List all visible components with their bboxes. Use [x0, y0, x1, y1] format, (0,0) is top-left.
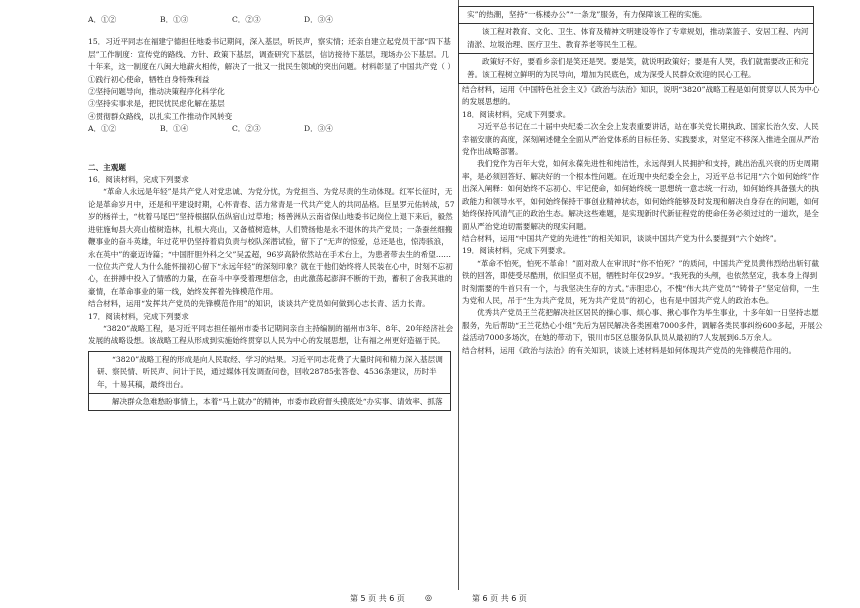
q19-question: 结合材料，运用《政治与法治》的有关知识，谈谈上述材料是如何体现共产党员的先锋模范作用的。	[462, 345, 797, 355]
q17-table-continued	[458, 6, 814, 84]
q15-item-1: ①践行初心使命，牺牲自身特殊利益	[88, 74, 210, 84]
q19-paragraph-2: 优秀共产党员王兰花把解决社区居民的操心事、烦心事、揪心事作为毕生事业，十多年如一日坚持志愿服务，先后帮助“王兰花热心小组”先后为居民解决各类困难7000多件，调解各类民事纠纷600多起，开展公益活动7000多场次，在她的带动下，银川市5区总服务队队员从最初的7人发展到6.5万余人。	[462, 308, 823, 343]
table-cell: 该工程对教育、文化、卫生、体育及精神文明建设等作了专章规划，推动菜篮子、安居工程、内河清淤、垃圾治理、医疗卫生、教育养老等民生工程。	[467, 27, 809, 49]
option-a: A．①②	[88, 15, 117, 24]
table-row	[89, 352, 450, 394]
option-a: A．①②	[88, 124, 117, 134]
q16-material: “革命人永远是年轻”是共产党人对党忠诚、为党分忧，为党担当、为党尽责的生动体现。红军长征时，无论是革命岁月中，还是和平建设时期，心怀青春、活力常青是一代共产党人的共同品格。巨星罗元佑转战，57岁的杨祥士，“枕着马尾巴”坚持根据队伍纵宿山过草地；杨善洲从云南省保山地委书记岗位上退下来后，毅然进驻施甸县大亮山植树造林，扎根大亮山，又备植树造林，人们赞扬他是永不退休的共产党员；一条蚕丝细搬鞭事业的奋斗英雄，年过花甲仍坚持着肩负责与校队深潜试验，留下了“无声的惊爱，总还是也，惊涛骇浪，永在英中”的豪迈诗篇；“中国肝胆外科之父”吴孟超，96岁高龄依然站在手术台上，为患者带去生的希望……一位位共产党人为什么能怀揣初心留下“永远年轻”的深刻印象？就在于他们始终将人民装在心中，时刻不忘初心，在拼搏中投入了情感的力量，在奋斗中享受着理想信念，由此激荡起澎湃不断的干劲，蓄积了舍我其谁的豪情，在革命事业的第一线，始终发挥着先锋模范作用。	[88, 187, 455, 296]
q15-stem: 15．习近平同志在福建宁德担任地委书记期间，深入基层，听民声，察实情；还亲自建立起党员干部“四下基层”工作制度：宣传党的路线、方针、政策下基层，调查研究下基层，信访接待下基层，现场办公下基层。几十年来，这一制度在八闽大地薪火相传，解决了一批又一批民生领域的突出问题。材料彰显了中国共产党（ ）	[88, 37, 455, 72]
page-number-left: 第 5 页 共 6 页	[350, 594, 405, 603]
page-number-right: 第 6 页 共 6 页	[472, 594, 527, 603]
option-b: B．①③	[160, 15, 189, 24]
q17-table	[88, 351, 451, 412]
q16-title: 16．阅读材料，完成下列要求	[88, 175, 189, 185]
q15-item-2: ②坚持问题导向，推动决策程序化科学化	[88, 87, 225, 97]
q18-paragraph-1: 习近平总书记在二十届中央纪委二次全会上发表重要讲话，站在事关党长期执政、国家长治久安、人民幸福安康的高度，深刻阐述健全全面从严治党体系的目标任务、实践要求，对坚定不移深入推进全面从严治党作出战略部署。	[462, 122, 819, 157]
table-cell: “3820”战略工程的形成是向人民取经、学习的结果。习近平同志花费了大量时间和精力深入基层调研、察民情、听民声、问计于民，通过媒体刊发调查问卷，回收28785张答卷、4536条建议，历时半年，十易其稿，最终出台。	[97, 354, 443, 389]
section-heading: 二、主观题	[88, 162, 126, 172]
q15-options	[88, 123, 456, 135]
center-mark: ◎	[425, 593, 432, 602]
q17-material: “3820”战略工程，是习近平同志担任福州市委书记期间亲自主持编制的福州市3年、8年、20年经济社会发展的战略设想。该战略工程从形成到实施始终贯穿以人民为中心的发展思想，让有福之州更好造福于民。	[88, 323, 454, 346]
q18-question: 结合材料，运用“中国共产党的先进性”的相关知识，谈谈中国共产党为什么要提到“六个始终”。	[462, 233, 782, 243]
q15-item-3: ③坚持实事求是，把民忧民虑化解在基层	[88, 99, 225, 109]
q14-options	[88, 14, 456, 26]
right-column	[462, 6, 824, 357]
table-cell: 解决群众急难愁盼事情上，本着“马上就办”的精神，市委市政府督头摸底处“办实事、请效率、抓落	[112, 396, 443, 406]
q19-title: 19．阅读材料，完成下列要求。	[462, 246, 571, 256]
left-column	[88, 14, 456, 411]
q17-title: 17．阅读材料，完成下列要求	[88, 311, 189, 321]
q17-question: 结合材料，运用《中国特色社会主义》《政治与法治》知识，说明“3820”战略工程是如何贯穿以人民为中心的发展思想的。	[462, 85, 820, 107]
q16-question: 结合材料，运用“发挥共产党员的先锋模范作用”的知识，谈谈共产党员如何做到心志长青、活力长青。	[88, 299, 430, 309]
table-cell: 实”的热潮，坚持“一栋楼办公”“一条龙”服务，有力保障该工程的实施。	[467, 10, 707, 19]
option-d: D．③④	[304, 15, 333, 24]
table-row	[459, 24, 813, 54]
table-row	[459, 54, 813, 83]
option-c: C．②③	[232, 15, 261, 24]
q19-paragraph-1: “革命不怕死，怕死不革命！”面对敌人在审讯时“你不怕死？”的质问，中国共产党员黄伟烈给出斩钉截铁的回答，即使受尽酷刑，依旧坚贞不屈，牺牲时年仅29岁。“我死我的头颅，也依然坚定，我本身上得到时刻需要的牛首只有一个，与我坚决生存的方式。”赤胆忠心，不愧“伟大共产党员”“铸骨子”坚定信仰，一生为党和人民，吊于“生为共产党员，死为共产党员”的初心，也有是中国共产党人的政治本色。	[462, 258, 820, 305]
option-d: D．③④	[304, 124, 333, 134]
table-row	[459, 7, 813, 24]
q18-title: 18．阅读材料，完成下列要求。	[462, 109, 571, 119]
option-c: C．②③	[232, 124, 261, 134]
option-b: B．①④	[160, 124, 189, 134]
table-cell: 政策好不好，要看乡亲们是笑还是哭。要是笑，就说明政策好；要是有人哭，我们就需要改正和完善。该工程树立鲜明的为民导向，增加为民底色，成为深受人民群众欢迎的民心工程。	[467, 57, 809, 79]
q18-paragraph-2: 我们党作为百年大党，如何永葆先进性和纯洁性，永远得到人民拥护和支持，跳出治乱兴衰的历史周期率，是必须回答好、解决好的一个根本性问题。在近现中央纪委全会上，习近平总书记用“六个如何始终”作出深入阐释：如何始终不忘初心、牢记使命，如何始终统一思想统一意志统一行动，如何始终具备强大的执政能力和领导水平，如何始终保持干事创业精神状态，如何始终能够及时发现和解决自身存在的问题，如何始终保持风清气正的政治生态。解决这些难题，是实现新时代新征程党的使命任务必须过过的一道坎，是全面从严治党迫切需要解决的现实问题。	[462, 159, 820, 231]
q15-item-4: ④贯彻群众路线，以扎实工作推动作风转变	[88, 111, 233, 121]
table-row	[89, 394, 450, 410]
column-divider	[458, 0, 459, 590]
